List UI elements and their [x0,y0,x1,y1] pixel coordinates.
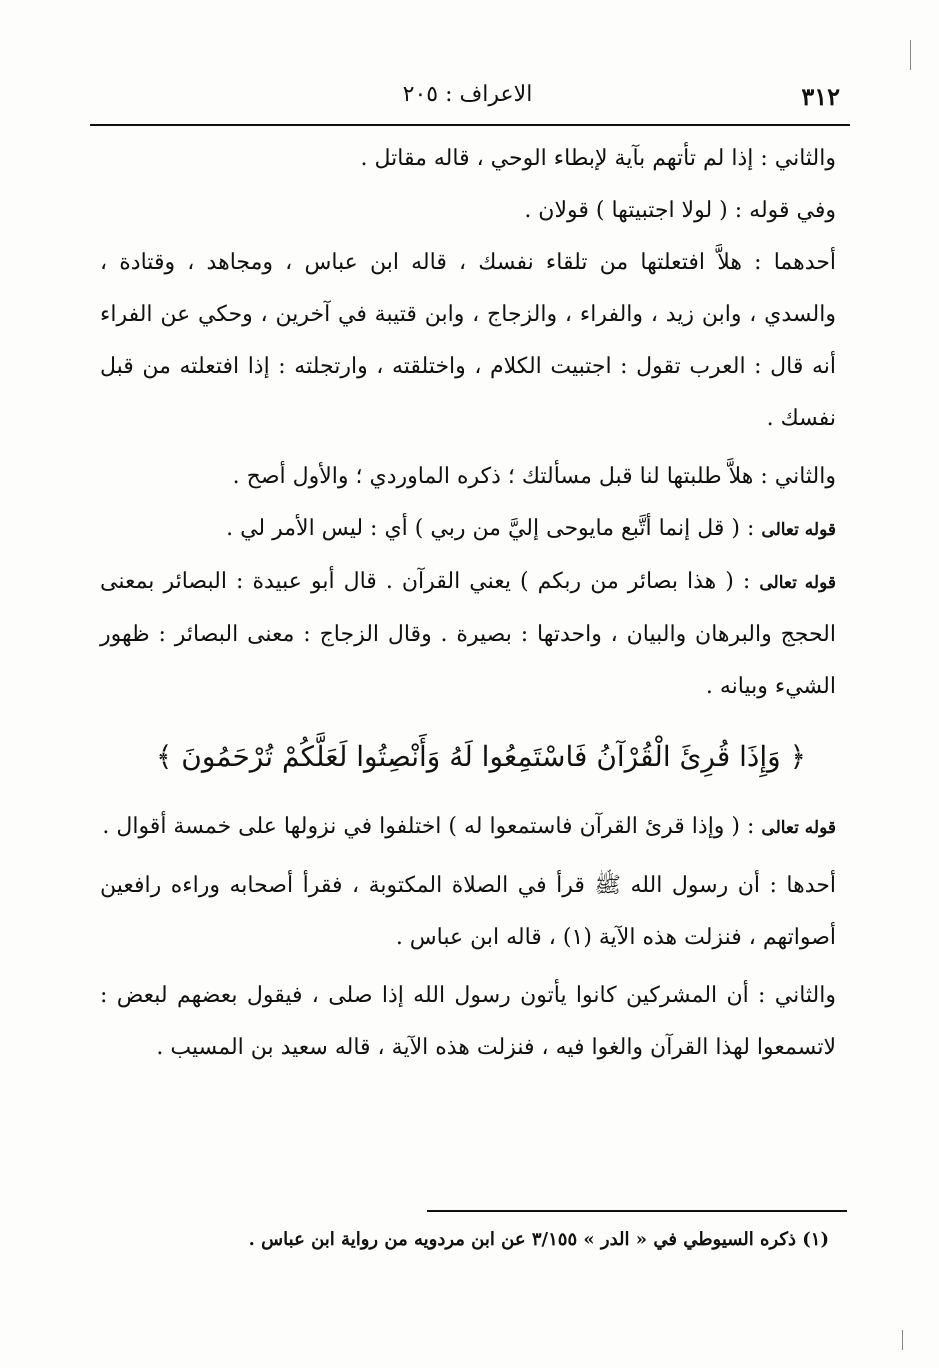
paragraph-text: : ( هذا بصائر من ربكم ) يعني القرآن . قال أبو عبيدة : البصائر بمعنى الحجج والبرهان والبيان ، واحدتها : بصيرة . وقال الزجاج : معنى البصائر : ظهور الشيء وبيانه . [100,569,836,699]
paragraph-label: قوله تعالى [761,520,836,540]
paragraph-label: قوله تعالى [761,818,836,838]
paragraph-text: : ( قل إنما أتَّبع مايوحى إليَّ من ربي ) أي : ليس الأمر لي . [226,516,762,541]
scan-edge-mark [910,40,911,70]
footnote-rule [427,1210,847,1212]
paragraph: وفي قوله : ( لولا اجتبيتها ) قولان . [524,198,836,223]
main-text [100,133,836,1074]
scan-edge-mark [902,1330,903,1350]
running-head: الاعراف : ٢٠٥ [402,82,533,107]
paragraph: والثاني : أن المشركين كانوا يأتون رسول الله إذا صلى ، فيقول بعضهم لبعض : لاتسمعوا لهذا القرآن والغوا فيه ، فنزلت هذه الآية ، قاله سعيد بن المسيب . [100,983,836,1060]
footnote: (١) ذكره السيوطي في « الدر » ٣/١٥٥ عن ابن مردويه من رواية ابن عباس . [248,1229,829,1250]
paragraph-text: : ( وإذا قرئ القرآن فاستمعوا له ) اختلفوا في نزولها على خمسة أقوال . [102,814,762,839]
paragraph [100,503,836,556]
header-rule [90,124,850,126]
paragraph: والثاني : إذا لم تأتهم بآية لإبطاء الوحي ، قاله مقاتل . [360,146,836,171]
quran-verse: ﴿ وَإِذَا قُرِئَ الْقُرْآنُ فَاسْتَمِعُوا لَهُ وَأَنْصِتُوا لَعَلَّكُمْ تُرْحَمُونَ ﴾ [155,740,806,773]
paragraph-label: قوله تعالى [759,573,836,593]
page-number: ٣١٢ [801,82,840,111]
paragraph: أحدها : أن رسول الله ﷺ قرأ في الصلاة المكتوبة ، فقرأ أصحابه وراءه رافعين أصواتهم ، فنزلت هذه الآية (١) ، قاله ابن عباس . [100,873,836,950]
paragraph [100,556,836,713]
page-header [95,82,840,116]
paragraph: أحدهما : هلاَّ افتعلتها من تلقاء نفسك ، قاله ابن عباس ، ومجاهد ، وقتادة ، والسدي ، وابن زيد ، والفراء ، والزجاج ، وابن قتيبة في آخرين ، وحكي عن الفراء أنه قال : العرب تقول : اجتبيت الكلام ، واختلقته ، وارتجلته : إذا افتعلته من قبل نفسك . [100,250,836,431]
paragraph: والثاني : هلاَّ طلبتها لنا قبل مسألتك ؛ ذكره الماوردي ؛ والأول أصح . [232,464,836,489]
paragraph [100,801,836,854]
